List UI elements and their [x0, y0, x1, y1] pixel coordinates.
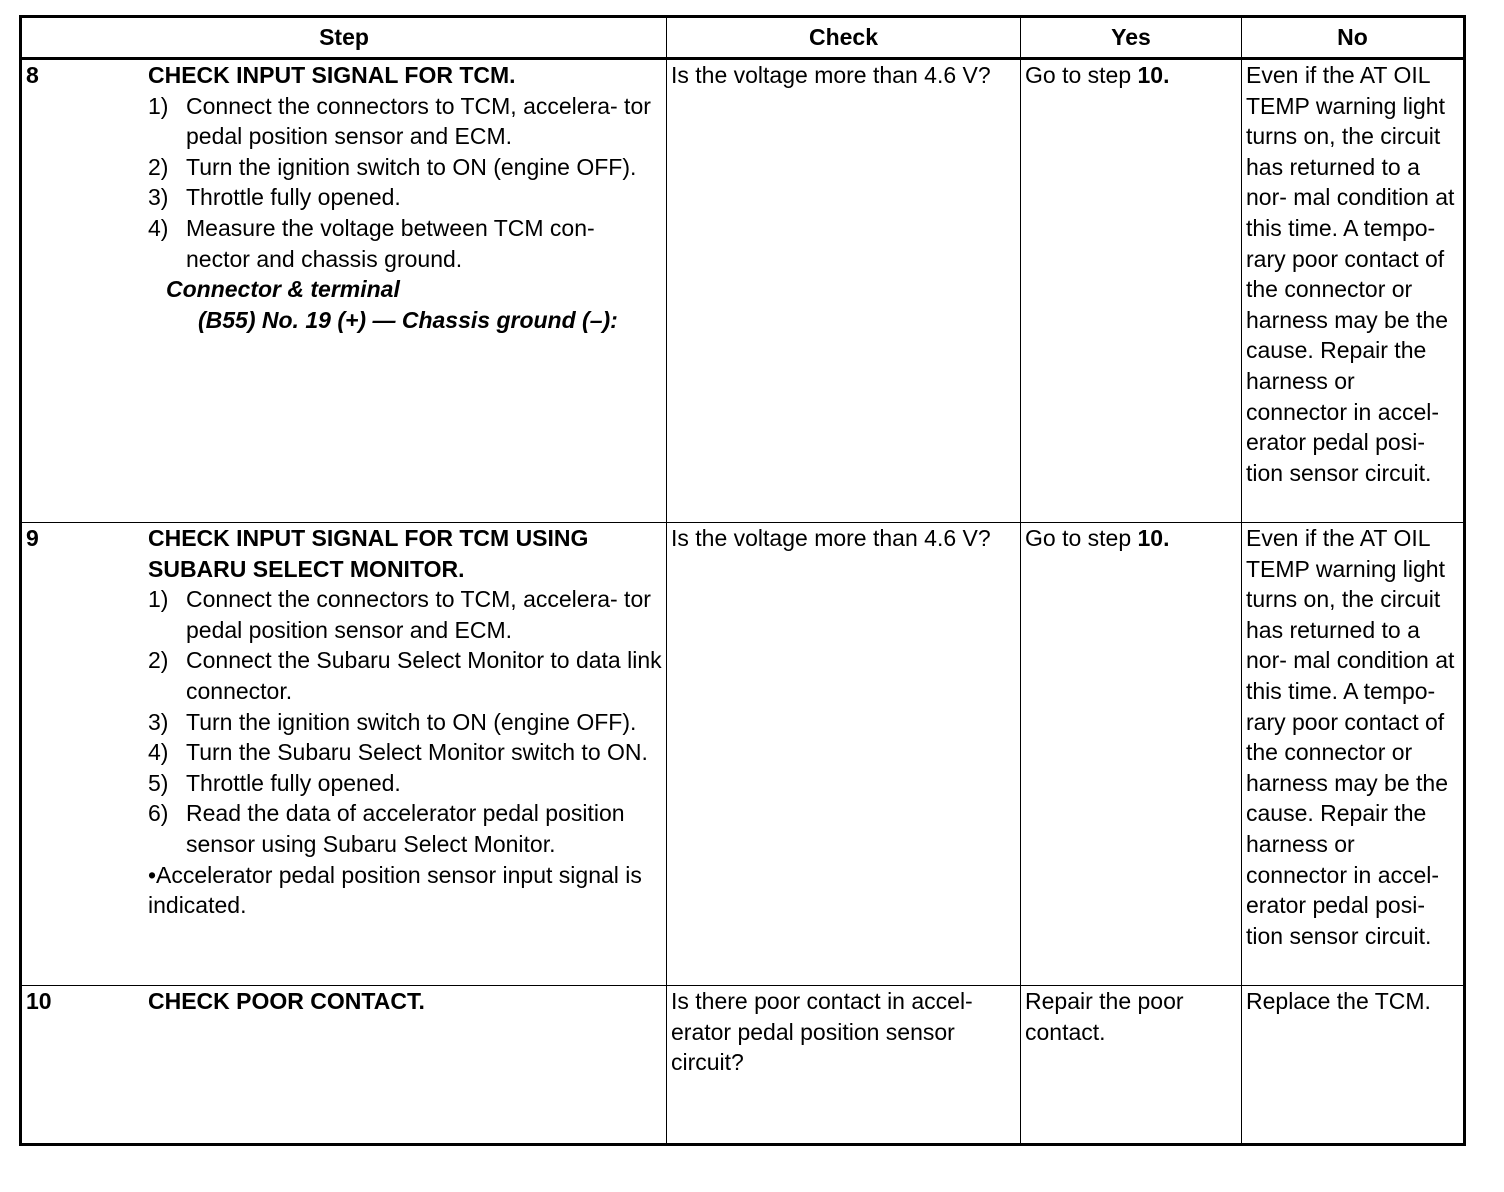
header-yes: Yes	[1021, 17, 1242, 59]
step-cell	[21, 523, 667, 986]
substep: 5) Throttle fully opened.	[148, 769, 401, 796]
yes-cell: Repair the poor contact.	[1021, 986, 1242, 1145]
connector-terminal-label: Connector & terminal	[166, 276, 400, 303]
substep: 4) Turn the Subaru Select Monitor switch to ON.	[148, 739, 648, 766]
step-title: CHECK INPUT SIGNAL FOR TCM.	[148, 62, 516, 88]
connector-terminal-value: (B55) No. 19 (+) — Chassis ground (–):	[198, 306, 618, 333]
step-number: 10	[26, 988, 52, 1014]
table-row	[21, 523, 1465, 986]
header-check: Check	[667, 17, 1021, 59]
check-cell: Is there poor contact in accel- erator pedal position sensor circuit?	[667, 986, 1021, 1145]
step-title: CHECK INPUT SIGNAL FOR TCM USING SUBARU SELECT MONITOR.	[148, 525, 589, 582]
step-number: 9	[26, 525, 39, 551]
substep: 3) Throttle fully opened.	[148, 184, 401, 211]
header-step: Step	[21, 17, 667, 59]
yes-cell: Go to step 10.	[1021, 59, 1242, 523]
substep: 6) Read the data of accelerator pedal position sensor using Subaru Select Monitor.	[148, 800, 625, 857]
yes-cell: Go to step 10.	[1021, 523, 1242, 986]
step-cell	[21, 59, 667, 523]
step-number: 8	[26, 62, 39, 88]
no-cell: Even if the AT OIL TEMP warning light turns on, the circuit has returned to a nor- mal condition at this time. A tempo- rary poor contact of the connector or harness may be the cause. Repair the harness or connector in accel- erator pedal posi- tion sensor circuit.	[1242, 523, 1465, 986]
substep: 2) Connect the Subaru Select Monitor to data link connector.	[148, 647, 662, 704]
check-cell: Is the voltage more than 4.6 V?	[667, 523, 1021, 986]
substep: 4) Measure the voltage between TCM con- nector and chassis ground.	[148, 214, 595, 272]
step-cell	[21, 986, 667, 1145]
header-row	[21, 17, 1465, 59]
check-cell: Is the voltage more than 4.6 V?	[667, 59, 1021, 523]
no-cell: Even if the AT OIL TEMP warning light turns on, the circuit has returned to a nor- mal condition at this time. A tempo- rary poor contact of the connector or harness may be the cause. Repair the harness or connector in accel- erator pedal posi- tion sensor circuit.	[1242, 59, 1465, 523]
table-row	[21, 59, 1465, 523]
diagnostic-table	[19, 15, 1466, 1146]
substep: 1) Connect the connectors to TCM, accelera- tor pedal position sensor and ECM.	[148, 92, 651, 150]
substep: 3) Turn the ignition switch to ON (engine OFF).	[148, 708, 637, 735]
substep: 1) Connect the connectors to TCM, accelera- tor pedal position sensor and ECM.	[148, 586, 651, 643]
step-title: CHECK POOR CONTACT.	[148, 988, 425, 1014]
step-note: •Accelerator pedal position sensor input signal is indicated.	[148, 861, 642, 919]
header-no: No	[1242, 17, 1465, 59]
substep: 2) Turn the ignition switch to ON (engine OFF).	[148, 153, 637, 180]
no-cell: Replace the TCM.	[1242, 986, 1465, 1145]
table-row	[21, 986, 1465, 1145]
